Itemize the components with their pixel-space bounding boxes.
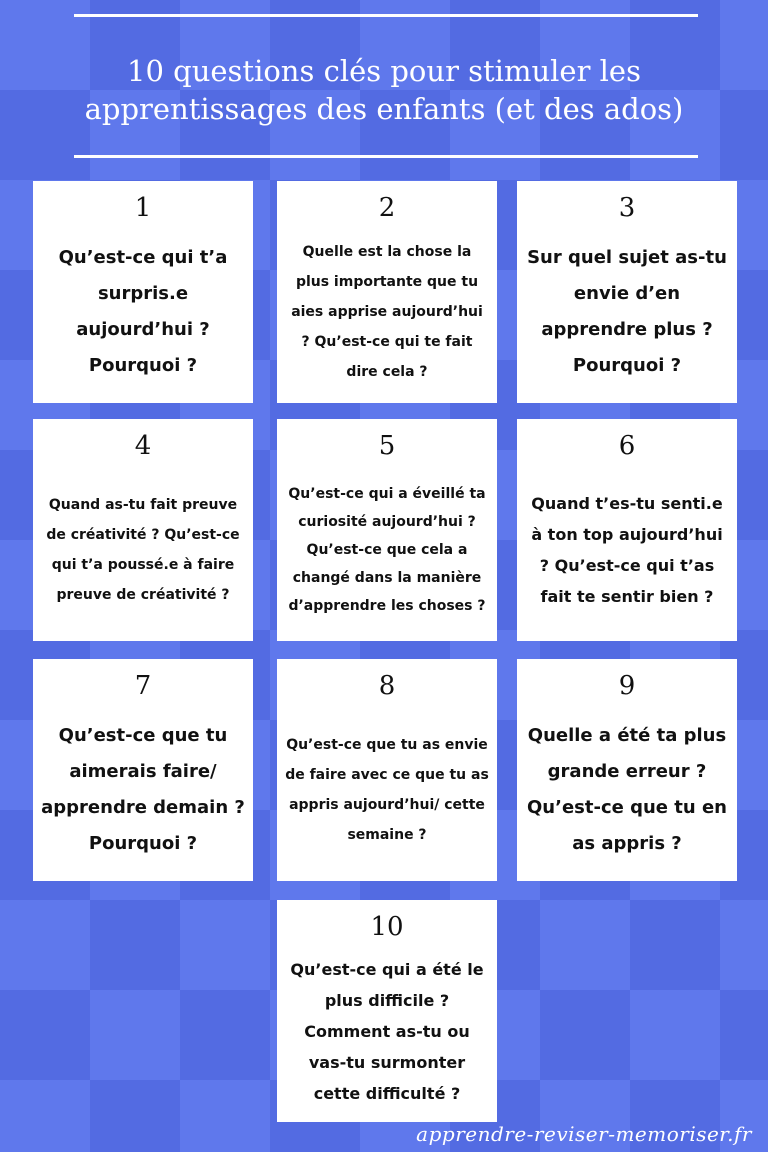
card-question: Quand as-tu fait preuve de créativité ? Qu’est-ce qui t’a poussé.e à faire preuve de créativité ? [46,497,240,603]
card-number: 6 [618,431,636,461]
top-divider [74,14,698,17]
question-card-3 [517,181,737,403]
card-number: 1 [134,193,152,223]
card-number: 4 [134,431,152,461]
card-number: 7 [134,671,152,701]
question-card-7 [33,659,253,881]
card-number: 3 [618,193,636,223]
card-number: 9 [618,671,636,701]
card-question: Qu’est-ce qui t’a surpris.e aujourd’hui ? Pourquoi ? [58,247,228,376]
question-card-5 [277,419,497,641]
question-card-6 [517,419,737,641]
card-number: 2 [378,193,396,223]
question-card-1 [33,181,253,403]
card-number: 8 [378,671,396,701]
card-question: Quand t’es-tu senti.e à ton top aujourd’hui ? Qu’est-ce qui t’as fait te sentir bien ? [531,494,723,606]
title-line-1: 10 questions clés pour stimuler les [127,54,641,88]
title-line-2: apprentissages des enfants (et des ados) [84,92,684,126]
card-question: Qu’est-ce qui a éveillé ta curiosité aujourd’hui ? Qu’est-ce que cela a changé dans la manière d’apprendre les choses ? [288,486,486,614]
question-card-4 [33,419,253,641]
card-question: Qu’est-ce que tu aimerais faire/ apprendre demain ? Pourquoi ? [41,725,245,854]
website-watermark: apprendre-reviser-memoriser.fr [416,1122,752,1146]
card-question: Sur quel sujet as-tu envie d’en apprendre plus ? Pourquoi ? [527,247,727,376]
card-number: 10 [370,912,404,942]
card-question: Quelle est la chose la plus importante que tu aies apprise aujourd’hui ? Qu’est-ce qui te fait dire cela ? [291,244,483,380]
bottom-divider [74,155,698,158]
card-number: 5 [378,431,396,461]
question-card-10 [277,900,497,1122]
card-question: Qu’est-ce que tu as envie de faire avec ce que tu as appris aujourd’hui/ cette semaine ? [285,737,489,843]
question-card-2 [277,181,497,403]
card-question: Qu’est-ce qui a été le plus difficile ? Comment as-tu ou vas-tu surmonter cette difficulté ? [290,959,484,1103]
card-question: Quelle a été ta plus grande erreur ? Qu’est-ce que tu en as appris ? [527,725,727,854]
question-card-8 [277,659,497,881]
page-title [40,52,728,128]
question-card-9 [517,659,737,881]
